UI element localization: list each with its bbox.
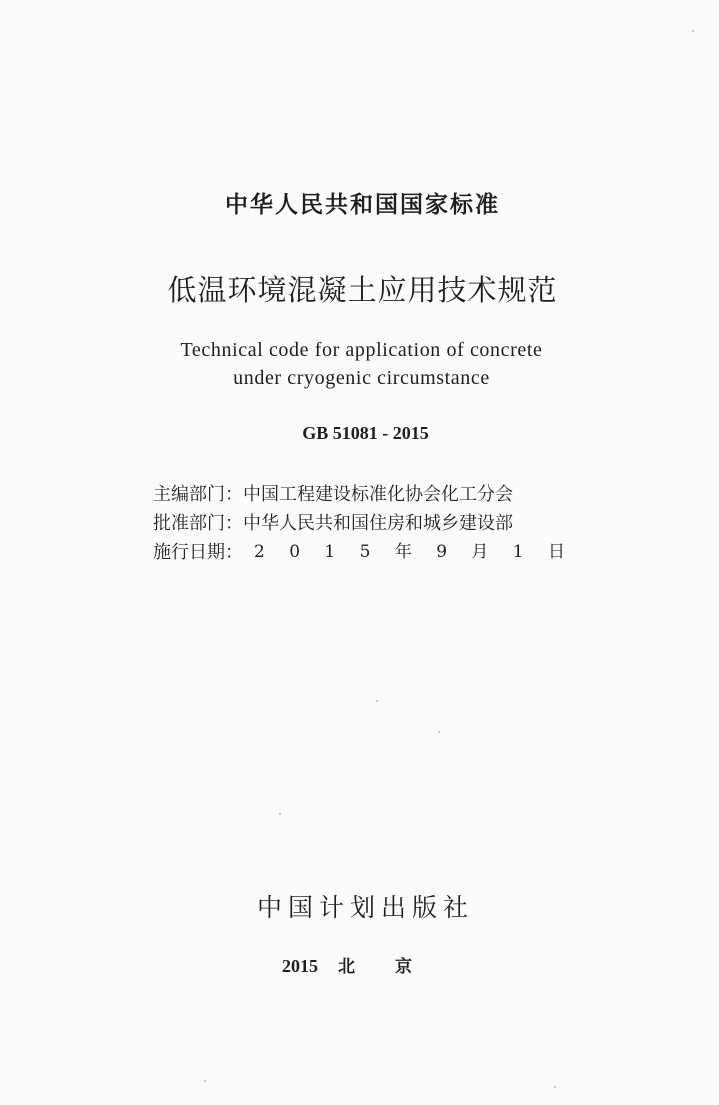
standard-category: 中华人民共和国国家标准 [225,192,500,218]
standard-number: GB 51081 - 2015 [302,423,429,443]
publisher-name: 中国计划出版社 [256,893,474,922]
approver-label: 批准部门： [153,513,243,534]
date-label: 施行日期： [153,542,243,563]
date-part: 年 [394,542,412,562]
date-part: 9 [436,542,448,562]
date-part: 日 [547,542,565,562]
scan-speck [692,30,694,32]
date-part: 0 [289,542,301,562]
scan-speck [279,813,281,815]
date-part: 1 [512,542,524,562]
title-chinese: 低温环境混凝土应用技术规范 [167,273,558,307]
city-char-1: 北 [338,957,355,977]
date-part: 1 [324,542,336,562]
title-english-line-1: Technical code for application of concrete [180,339,543,361]
date-part: 5 [359,542,371,562]
city-char-2: 京 [395,957,412,977]
scan-speck [204,1080,206,1082]
date-part: 2 [254,542,265,562]
editor-label: 主编部门： [153,484,243,505]
scan-speck [438,731,440,733]
approver-value: 中华人民共和国住房和城乡建设部 [243,513,513,534]
scan-speck [554,1086,556,1088]
scan-speck [376,700,378,702]
editor-row [153,480,573,509]
meta-info [153,480,573,567]
publication-place [282,952,412,977]
effective-date [254,538,565,567]
publication-year: 2015 [282,956,318,976]
effective-date-row [153,538,573,567]
editor-value: 中国工程建设标准化协会化工分会 [243,484,513,505]
title-english [2,336,719,392]
title-english-line-2: under cryogenic circumstance [233,367,490,389]
approver-row [153,509,573,538]
date-part: 月 [471,542,489,562]
